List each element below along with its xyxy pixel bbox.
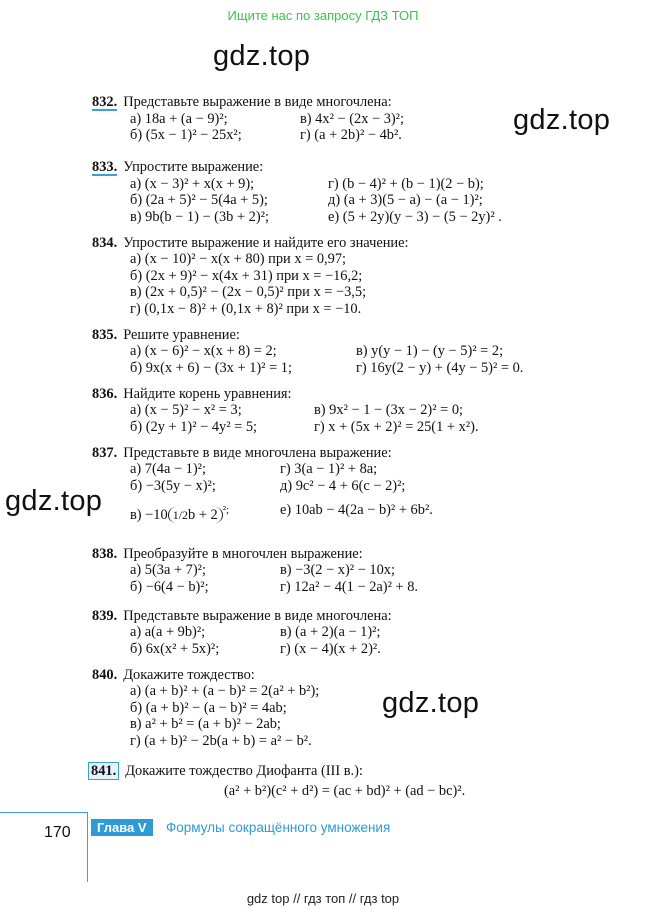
task-item: г) (b − 4)² + (b − 1)(2 − b); xyxy=(328,176,484,192)
task-item: б) (a + b)² − (a − b)² = 4ab; xyxy=(130,699,287,716)
parenthesized-term xyxy=(168,507,223,523)
problem-number: 841. xyxy=(88,762,119,780)
problem-841 xyxy=(91,762,466,800)
problem-title: Найдите корень уравнения: xyxy=(123,386,292,402)
problem-839 xyxy=(92,608,392,657)
term: b + 2 xyxy=(188,506,218,523)
task-item: в) 4x² − (2x − 3)²; xyxy=(300,111,404,127)
footer-divider-vertical xyxy=(87,812,88,882)
problem-835 xyxy=(92,327,524,376)
problem-number: 834. xyxy=(92,235,118,251)
problem-833 xyxy=(92,159,502,225)
task-item: в) (2x + 0,5)² − (2x − 0,5)² при x = −3,5; xyxy=(130,284,367,301)
exponent: ²; xyxy=(222,504,230,517)
task-item: в) (a + 2)(a − 1)²; xyxy=(280,624,381,641)
problem-838 xyxy=(92,546,418,595)
task-item: в) y(y − 1) − (y − 5)² = 2; xyxy=(356,343,504,360)
chapter-title: Формулы сокращённого умножения xyxy=(166,820,391,835)
task-item: г) (a + 2b)² − 4b². xyxy=(300,127,402,144)
task-item: а) (x − 3)² + x(x + 9); xyxy=(130,176,255,192)
watermark: gdz.top xyxy=(382,687,480,719)
task-item: г) 12a² − 4(1 − 2a)² + 8. xyxy=(280,578,418,595)
task-item: а) (x − 5)² − x² = 3; xyxy=(130,402,242,419)
problem-title: Представьте выражение в виде многочлена: xyxy=(123,608,392,624)
task-item: г) (0,1x − 8)² + (0,1x + 8)² при x = −10. xyxy=(130,300,362,317)
top-promo-note: Ищите нас по запросу ГДЗ ТОП xyxy=(227,8,419,23)
task-item: в) −3(2 − x)² − 10x; xyxy=(280,562,395,579)
task-item: в) 9x² − 1 − (3x − 2)² = 0; xyxy=(314,402,464,419)
task-item: а) 5(3a + 7)²; xyxy=(130,562,206,579)
problem-title: Докажите тождество: xyxy=(123,667,255,683)
task-item: б) (2x + 9)² − x(4x + 31) при x = −16,2; xyxy=(130,267,363,284)
task-item: д) (a + 3)(5 − a) − (a − 1)²; xyxy=(328,192,483,209)
task-item: (a² + b²)(c² + d²) = (ac + bd)² + (ad − bc)². xyxy=(224,783,466,800)
watermark: gdz.top xyxy=(513,104,611,136)
watermark: gdz.top xyxy=(213,40,311,72)
problem-title: Докажите тождество Диофанта (III в.): xyxy=(125,763,363,779)
task-item: е) 10ab − 4(2a − b)² + 6b². xyxy=(280,502,433,519)
task-item: в) a² + b² = (a + b)² − 2ab; xyxy=(130,716,281,733)
task-item: г) (x − 4)(x + 2)². xyxy=(280,640,381,657)
problem-837 xyxy=(92,445,433,524)
bottom-promo-note: gdz top // гдз топ // гдз top xyxy=(246,891,400,906)
task-item: б) 6x(x² + 5x)²; xyxy=(130,640,220,657)
task-item: б) 9x(x + 6) − (3x + 1)² = 1; xyxy=(130,359,292,376)
task-item: в) 9b(b − 1) − (3b + 2)²; xyxy=(130,208,269,225)
task-item: г) x + (5x + 2)² = 25(1 + x²). xyxy=(314,418,479,435)
problem-number: 839. xyxy=(92,608,118,624)
task-item: а) 7(4a − 1)²; xyxy=(130,461,206,478)
problem-title: Представьте в виде многочлена выражение: xyxy=(123,445,392,461)
problem-840 xyxy=(92,667,320,749)
problem-832 xyxy=(92,94,404,144)
task-item: б) −3(5y − x)²; xyxy=(130,477,216,494)
problem-number: 840. xyxy=(92,667,118,683)
task-item: г) 3(a − 1)² + 8a; xyxy=(280,461,378,478)
problem-number: 835. xyxy=(92,327,118,343)
problem-title: Упростите выражение и найдите его значение: xyxy=(123,235,409,251)
chapter-badge: Глава V xyxy=(91,819,153,836)
problem-834 xyxy=(92,235,409,317)
coefficient: в) −10 xyxy=(130,506,168,523)
task-item: е) (5 + 2y)(y − 3) − (5 − 2y)² . xyxy=(328,208,502,225)
task-item: б) −6(4 − b)²; xyxy=(130,578,209,595)
task-item: г) (a + b)² − 2b(a + b) = a² − b². xyxy=(130,732,312,749)
problem-number: 836. xyxy=(92,386,118,402)
task-item: б) (2a + 5)² − 5(4a + 5); xyxy=(130,192,268,209)
task-item xyxy=(130,502,229,523)
problem-title: Решите уравнение: xyxy=(123,327,240,343)
task-item: д) 9c² − 4 + 6(c − 2)²; xyxy=(280,477,406,494)
problem-number: 837. xyxy=(92,445,118,461)
task-item: а) 18a + (a − 9)²; xyxy=(130,111,228,127)
problem-number: 838. xyxy=(92,546,118,562)
task-item: г) 16y(2 − y) + (4y − 5)² = 0. xyxy=(356,359,524,376)
problem-number: 833. xyxy=(92,159,118,175)
task-item: б) (2y + 1)² − 4y² = 5; xyxy=(130,418,258,435)
task-item: б) (5x − 1)² − 25x²; xyxy=(130,127,242,144)
task-item: а) (x − 6)² − x(x + 8) = 2; xyxy=(130,343,277,360)
task-item: а) a(a + 9b)²; xyxy=(130,624,206,641)
footer-divider xyxy=(0,812,88,813)
problem-title: Упростите выражение: xyxy=(123,159,264,175)
watermark: gdz.top xyxy=(5,485,103,517)
problem-number: 832. xyxy=(92,94,118,110)
problem-title: Преобразуйте в многочлен выражение: xyxy=(123,546,363,562)
problem-title: Представьте выражение в виде многочлена: xyxy=(123,94,392,110)
task-item: а) (a + b)² + (a − b)² = 2(a² + b²); xyxy=(130,683,320,700)
task-item: а) (x − 10)² − x(x + 80) при x = 0,97; xyxy=(130,251,347,268)
page-number: 170 xyxy=(44,824,71,841)
problem-836 xyxy=(92,386,479,435)
fraction: 1/2 xyxy=(172,507,189,522)
